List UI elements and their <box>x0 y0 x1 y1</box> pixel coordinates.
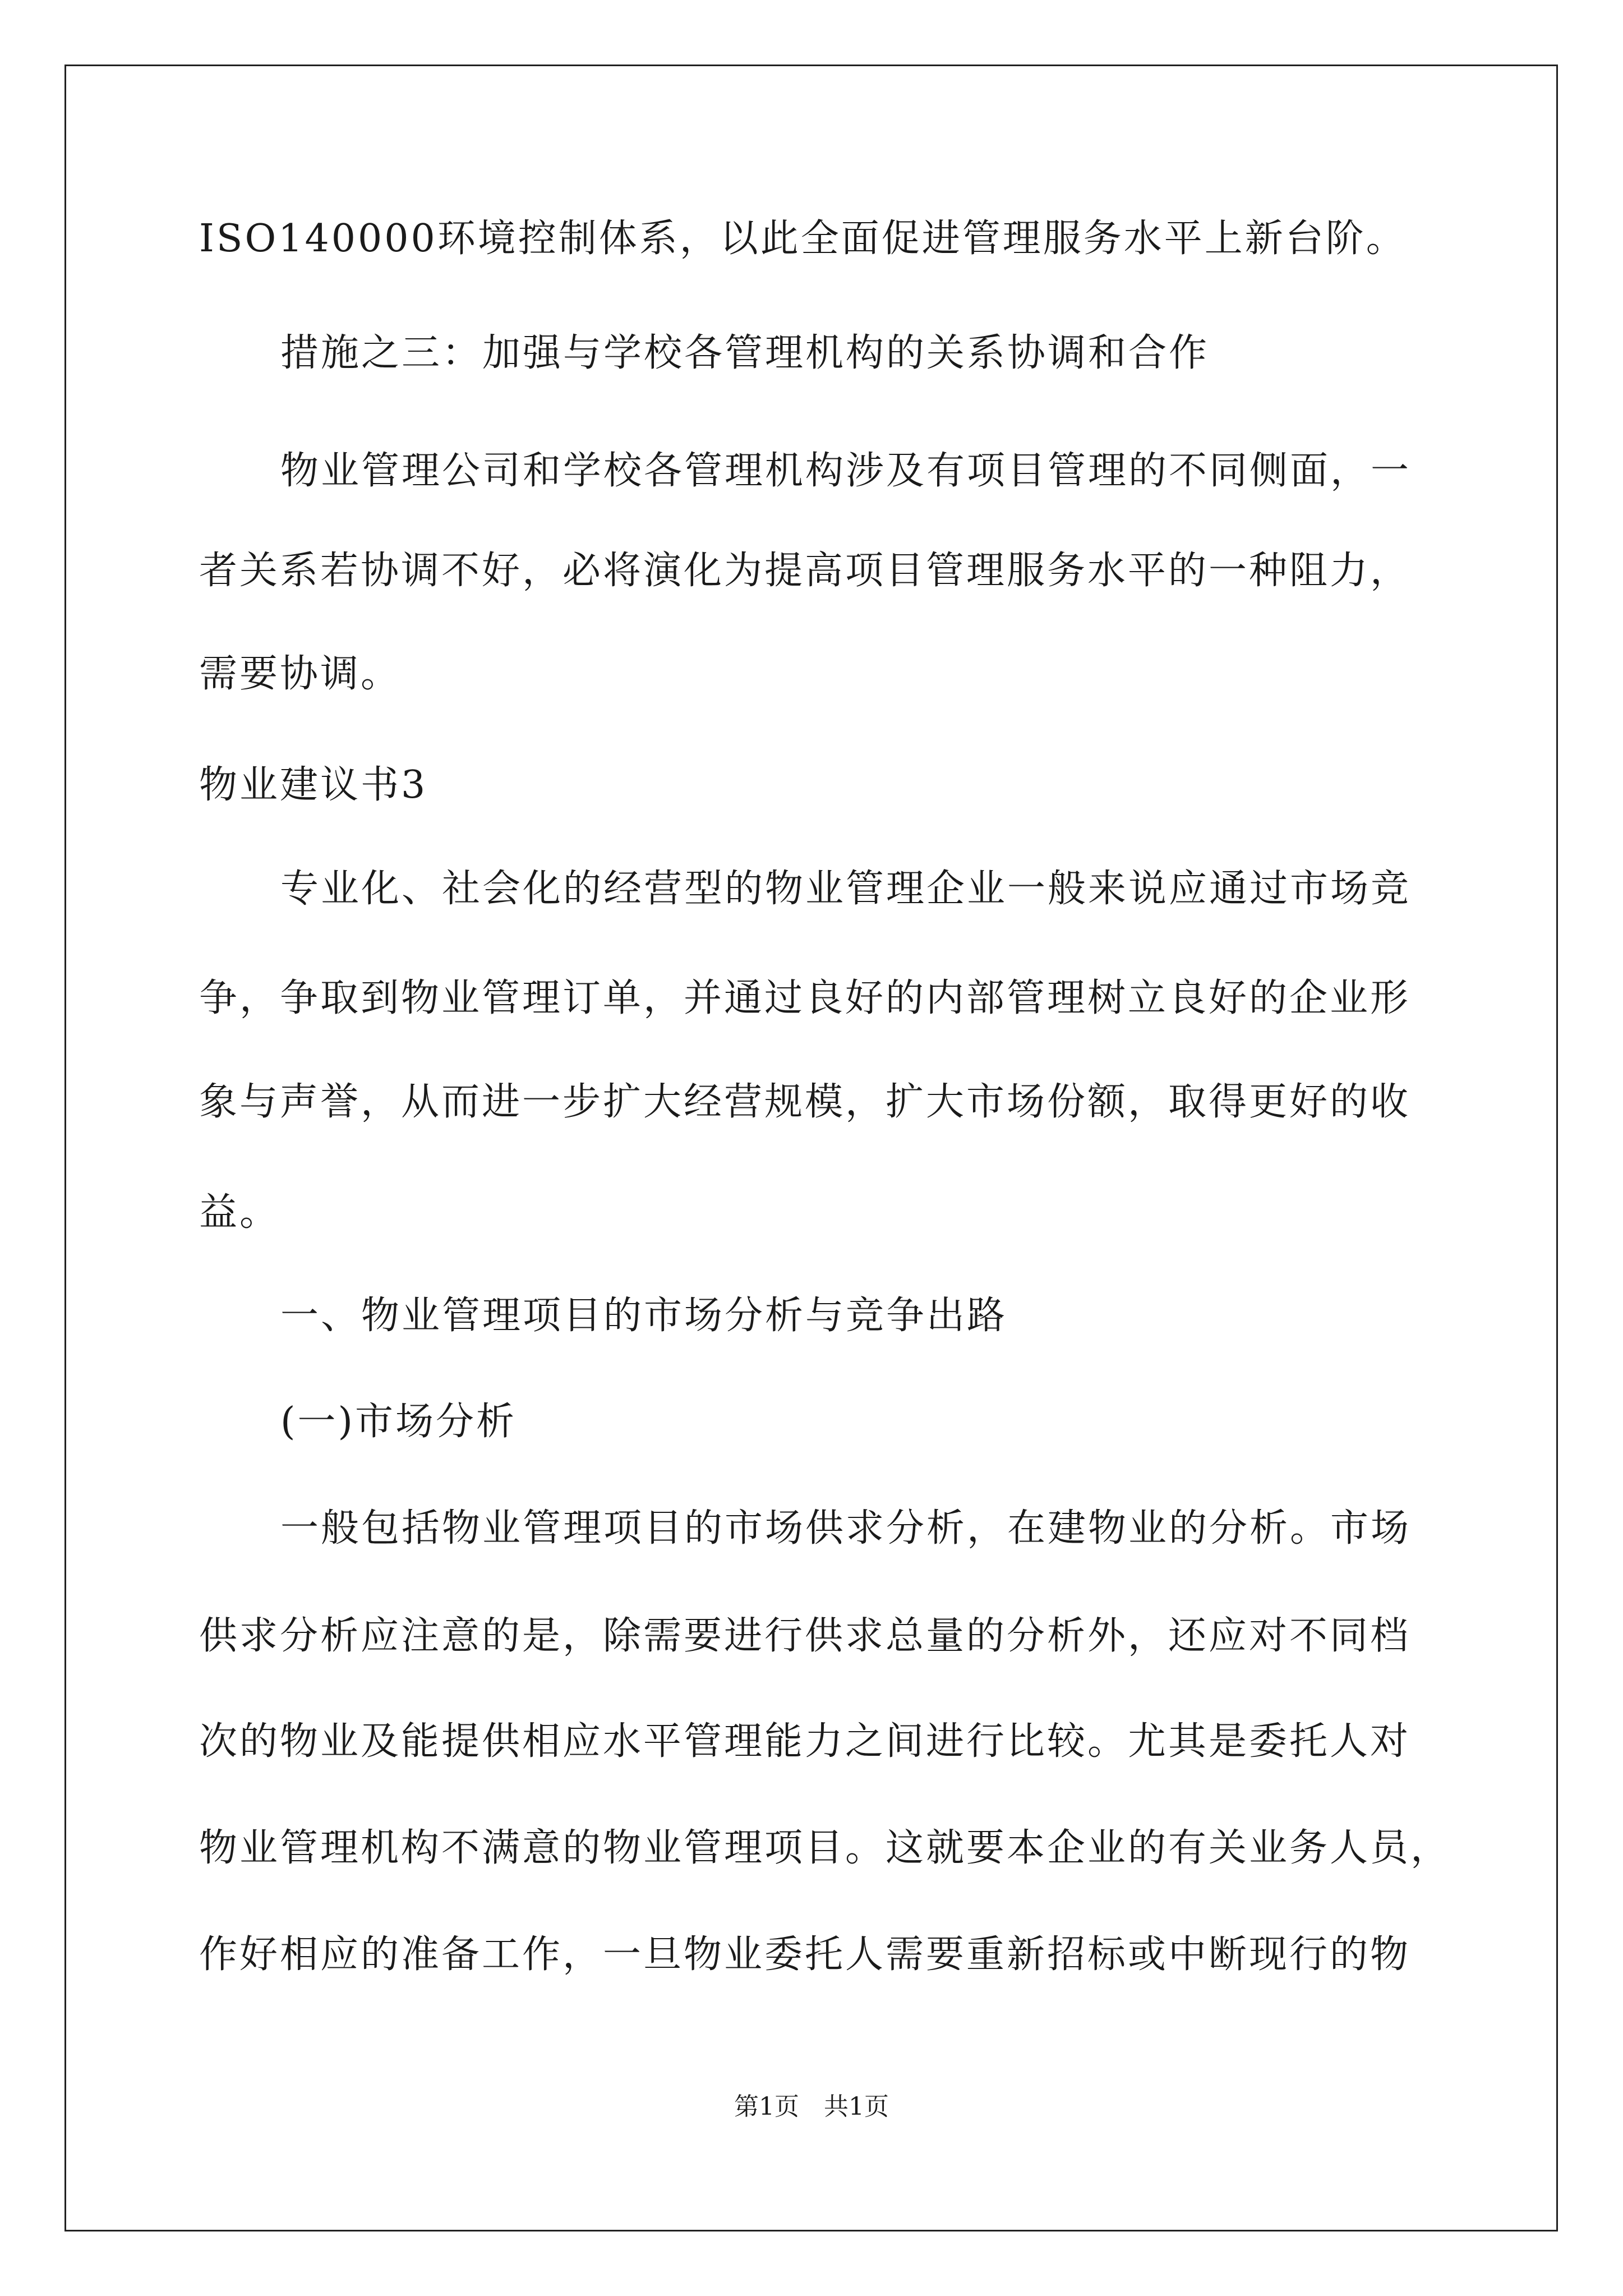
text-line: 物业管理公司和学校各管理机构涉及有项目管理的不同侧面，一 <box>280 449 1412 493</box>
text-line: 一般包括物业管理项目的市场供求分析，在建物业的分析。市场 <box>280 1506 1412 1550</box>
text-line: 物业管理机构不满意的物业管理项目。这就要本企业的有关业务人员， <box>199 1826 1451 1870</box>
text-line: 作好相应的准备工作，一旦物业委托人需要重新招标或中断现行的物 <box>199 1932 1411 1977</box>
text-line: 益。 <box>199 1190 280 1235</box>
text-line: ISO140000环境控制体系，以此全面促进管理服务水平上新台阶。 <box>199 217 1407 261</box>
text-line: 专业化、社会化的经营型的物业管理企业一般来说应通过市场竞 <box>280 867 1412 911</box>
text-line: 象与声誉，从而进一步扩大经营规模，扩大市场份额，取得更好的收 <box>199 1080 1411 1124</box>
text-line: 者关系若协调不好，必将演化为提高项目管理服务水平的一种阻力， <box>199 549 1411 593</box>
text-line: 措施之三：加强与学校各管理机构的关系协调和合作 <box>280 331 1210 375</box>
page-border <box>64 65 1558 2231</box>
text-line: 争，争取到物业管理订单，并通过良好的内部管理树立良好的企业形 <box>199 976 1411 1020</box>
text-line: 次的物业及能提供相应水平管理能力之间进行比较。尤其是委托人对 <box>199 1719 1411 1764</box>
page-number: 第1页 共1页 <box>734 2092 889 2121</box>
text-line: (一)市场分析 <box>280 1400 517 1444</box>
text-line: 需要协调。 <box>199 652 402 696</box>
text-line: 一、物业管理项目的市场分析与竞争出路 <box>280 1294 1008 1338</box>
text-line: 供求分析应注意的是，除需要进行供求总量的分析外，还应对不同档 <box>199 1614 1411 1658</box>
section-heading: 物业建议书3 <box>199 763 428 807</box>
